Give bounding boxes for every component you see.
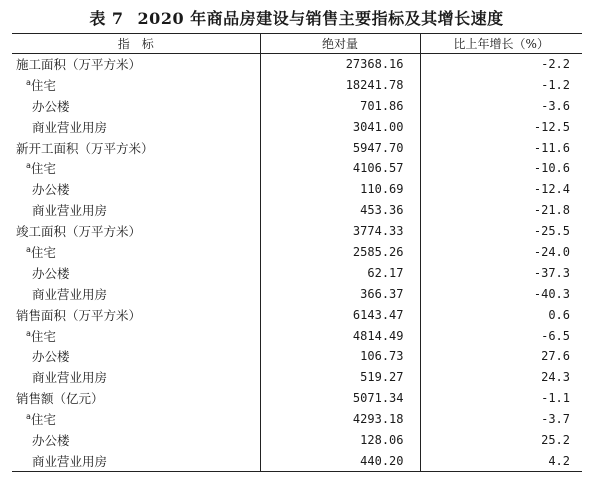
header-growth: 比上年增长（%） (420, 34, 582, 54)
growth-value-cell: 0.6 (420, 304, 582, 325)
growth-value-cell: -37.3 (420, 262, 582, 283)
absolute-value-cell: 18241.78 (260, 74, 420, 95)
indicator-label: 竣工面积（万平方米） (16, 224, 142, 240)
growth-value-cell: -1.2 (420, 74, 582, 95)
indicator-label: 办公楼 (32, 265, 70, 281)
table-row (12, 116, 582, 137)
indicator-label: 住宅 (30, 412, 56, 428)
absolute-value-cell: 366.37 (260, 283, 420, 304)
growth-value-cell: -6.5 (420, 325, 582, 346)
table-row (12, 388, 582, 409)
growth-value-cell: -11.6 (420, 137, 582, 158)
growth-value-cell: 27.6 (420, 346, 582, 367)
indicator-label: 商业营业用房 (32, 286, 108, 302)
table-row (12, 325, 582, 346)
indicator-label: 住宅 (30, 77, 56, 93)
footnote-mark: a (26, 77, 31, 87)
indicator-cell (12, 388, 260, 409)
indicator-cell (12, 367, 260, 388)
growth-value-cell: -1.1 (420, 388, 582, 409)
indicator-cell (12, 74, 260, 95)
indicator-label: 商业营业用房 (32, 119, 108, 135)
indicator-label: 销售面积（万平方米） (16, 307, 142, 323)
absolute-value-cell: 5947.70 (260, 137, 420, 158)
footnote-mark: a (26, 412, 31, 422)
table-row (12, 367, 582, 388)
table-row (12, 262, 582, 283)
header-row (12, 34, 582, 54)
indicator-label: 办公楼 (32, 432, 70, 448)
indicator-label: 销售额（亿元） (16, 391, 104, 407)
statistics-table (12, 33, 582, 472)
indicator-label: 商业营业用房 (32, 453, 108, 469)
absolute-value-cell: 4106.57 (260, 158, 420, 179)
table-header (12, 34, 582, 54)
indicator-label: 办公楼 (32, 98, 70, 114)
growth-value-cell: -2.2 (420, 54, 582, 75)
absolute-value-cell: 701.86 (260, 95, 420, 116)
indicator-cell (12, 242, 260, 263)
indicator-label: 商业营业用房 (32, 203, 108, 219)
growth-value-cell: -3.7 (420, 409, 582, 430)
indicator-cell (12, 200, 260, 221)
indicator-label: 办公楼 (32, 182, 70, 198)
table-row (12, 158, 582, 179)
indicator-label: 商业营业用房 (32, 370, 108, 386)
table-title-text: 2020 年商品房建设与销售主要指标及其增长速度 (137, 9, 504, 28)
indicator-label: 住宅 (30, 161, 56, 177)
table-title (0, 6, 593, 29)
header-indicator: 指 标 (117, 37, 154, 51)
table-row (12, 409, 582, 430)
table-row (12, 242, 582, 263)
absolute-value-cell: 3774.33 (260, 221, 420, 242)
table-row (12, 74, 582, 95)
growth-value-cell: -12.4 (420, 179, 582, 200)
table-row (12, 450, 582, 471)
absolute-value-cell: 440.20 (260, 450, 420, 471)
absolute-value-cell: 106.73 (260, 346, 420, 367)
growth-value-cell: -24.0 (420, 242, 582, 263)
absolute-value-cell: 5071.34 (260, 388, 420, 409)
table-row (12, 137, 582, 158)
indicator-label: 施工面积（万平方米） (16, 57, 142, 73)
table-row (12, 283, 582, 304)
indicator-label: 办公楼 (32, 349, 70, 365)
indicator-cell (12, 116, 260, 137)
absolute-value-cell: 4293.18 (260, 409, 420, 430)
indicator-cell (12, 137, 260, 158)
table-row (12, 200, 582, 221)
table-row (12, 179, 582, 200)
header-absolute: 绝对量 (260, 34, 420, 54)
indicator-cell (12, 346, 260, 367)
table-row (12, 430, 582, 451)
indicator-cell (12, 450, 260, 471)
indicator-label: 新开工面积（万平方米） (16, 140, 154, 156)
footnote-mark: a (26, 328, 31, 338)
indicator-label: 住宅 (30, 328, 56, 344)
growth-value-cell: 24.3 (420, 367, 582, 388)
growth-value-cell: 25.2 (420, 430, 582, 451)
growth-value-cell: -10.6 (420, 158, 582, 179)
absolute-value-cell: 4814.49 (260, 325, 420, 346)
growth-value-cell: -3.6 (420, 95, 582, 116)
growth-value-cell: -25.5 (420, 221, 582, 242)
growth-value-cell: -21.8 (420, 200, 582, 221)
table-row (12, 54, 582, 75)
table-row (12, 346, 582, 367)
indicator-cell (12, 430, 260, 451)
indicator-cell (12, 54, 260, 75)
absolute-value-cell: 2585.26 (260, 242, 420, 263)
indicator-cell (12, 304, 260, 325)
indicator-cell (12, 158, 260, 179)
indicator-cell (12, 283, 260, 304)
absolute-value-cell: 519.27 (260, 367, 420, 388)
indicator-label: 住宅 (30, 244, 56, 260)
absolute-value-cell: 27368.16 (260, 54, 420, 75)
absolute-value-cell: 453.36 (260, 200, 420, 221)
indicator-cell (12, 409, 260, 430)
absolute-value-cell: 128.06 (260, 430, 420, 451)
indicator-cell (12, 262, 260, 283)
growth-value-cell: 4.2 (420, 450, 582, 471)
table-row (12, 95, 582, 116)
footnote-mark: a (26, 161, 31, 171)
absolute-value-cell: 6143.47 (260, 304, 420, 325)
absolute-value-cell: 62.17 (260, 262, 420, 283)
indicator-cell (12, 325, 260, 346)
indicator-cell (12, 179, 260, 200)
absolute-value-cell: 110.69 (260, 179, 420, 200)
table-number: 表 7 (89, 9, 124, 28)
table-row (12, 304, 582, 325)
indicator-cell (12, 95, 260, 116)
growth-value-cell: -40.3 (420, 283, 582, 304)
table-row (12, 221, 582, 242)
table-body (12, 54, 582, 472)
indicator-cell (12, 221, 260, 242)
growth-value-cell: -12.5 (420, 116, 582, 137)
absolute-value-cell: 3041.00 (260, 116, 420, 137)
footnote-mark: a (26, 244, 31, 254)
